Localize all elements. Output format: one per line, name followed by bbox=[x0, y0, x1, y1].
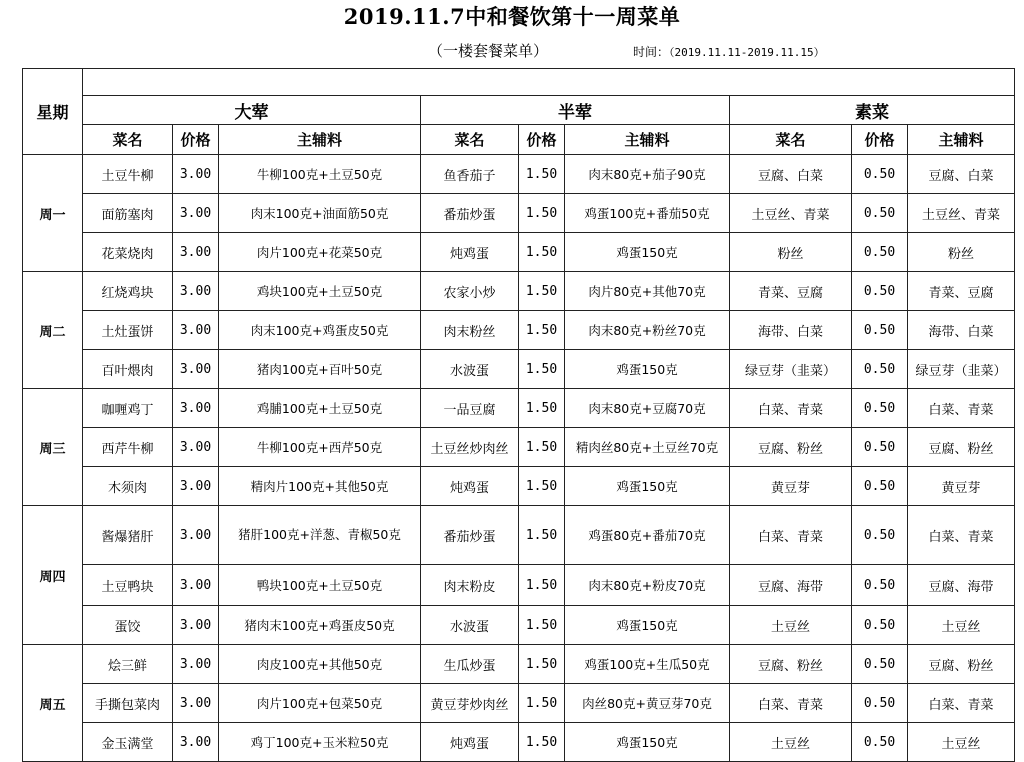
table-row bbox=[23, 389, 1015, 428]
column-header: 主辅料 bbox=[219, 125, 421, 155]
dish-name: 酱爆猪肝 bbox=[83, 506, 173, 565]
dish-name: 白菜、青菜 bbox=[730, 389, 852, 428]
dish-price: 0.50 bbox=[852, 565, 908, 606]
dish-name: 青菜、豆腐 bbox=[730, 272, 852, 311]
dish-name: 蛋饺 bbox=[83, 606, 173, 645]
dish-price: 3.00 bbox=[173, 311, 219, 350]
dish-name: 西芹牛柳 bbox=[83, 428, 173, 467]
table-row bbox=[23, 645, 1015, 684]
table-row bbox=[23, 272, 1015, 311]
dish-price: 1.50 bbox=[519, 389, 565, 428]
dish-ingredients: 白菜、青菜 bbox=[908, 506, 1015, 565]
dish-name: 土豆丝、青菜 bbox=[730, 194, 852, 233]
dish-name: 红烧鸡块 bbox=[83, 272, 173, 311]
dish-ingredients: 土豆丝、青菜 bbox=[908, 194, 1015, 233]
dish-name: 木须肉 bbox=[83, 467, 173, 506]
dish-ingredients: 鸭块100克+土豆50克 bbox=[219, 565, 421, 606]
dish-ingredients: 肉末80克+茄子90克 bbox=[565, 155, 730, 194]
dish-name: 水波蛋 bbox=[421, 350, 519, 389]
dish-name: 金玉满堂 bbox=[83, 723, 173, 762]
column-header: 菜名 bbox=[730, 125, 852, 155]
dish-ingredients: 鸡脯100克+土豆50克 bbox=[219, 389, 421, 428]
dish-price: 1.50 bbox=[519, 684, 565, 723]
dish-ingredients: 土豆丝 bbox=[908, 723, 1015, 762]
table-row bbox=[23, 606, 1015, 645]
dish-price: 0.50 bbox=[852, 389, 908, 428]
weekday-label: 周三 bbox=[23, 389, 83, 506]
dish-name: 豆腐、白菜 bbox=[730, 155, 852, 194]
dish-price: 1.50 bbox=[519, 350, 565, 389]
date-label: 时间： bbox=[633, 45, 670, 59]
dish-ingredients: 牛柳100克+西芹50克 bbox=[219, 428, 421, 467]
dish-name: 白菜、青菜 bbox=[730, 506, 852, 565]
dish-name: 土豆鸭块 bbox=[83, 565, 173, 606]
dish-name: 炖鸡蛋 bbox=[421, 467, 519, 506]
dish-ingredients: 粉丝 bbox=[908, 233, 1015, 272]
dish-ingredients: 豆腐、海带 bbox=[908, 565, 1015, 606]
dish-price: 1.50 bbox=[519, 565, 565, 606]
table-row bbox=[23, 565, 1015, 606]
table-row bbox=[23, 684, 1015, 723]
dish-price: 1.50 bbox=[519, 467, 565, 506]
dish-ingredients: 肉末80克+豆腐70克 bbox=[565, 389, 730, 428]
column-header: 菜名 bbox=[421, 125, 519, 155]
dish-name: 土豆丝炒肉丝 bbox=[421, 428, 519, 467]
dish-price: 3.00 bbox=[173, 194, 219, 233]
dish-price: 0.50 bbox=[852, 233, 908, 272]
dish-name: 土豆丝 bbox=[730, 723, 852, 762]
table-row bbox=[23, 428, 1015, 467]
dish-price: 0.50 bbox=[852, 155, 908, 194]
dish-price: 0.50 bbox=[852, 272, 908, 311]
dish-name: 豆腐、粉丝 bbox=[730, 645, 852, 684]
dish-ingredients: 肉末80克+粉丝70克 bbox=[565, 311, 730, 350]
dish-price: 1.50 bbox=[519, 272, 565, 311]
dish-ingredients: 肉末80克+粉皮70克 bbox=[565, 565, 730, 606]
table-row bbox=[23, 506, 1015, 565]
dish-price: 3.00 bbox=[173, 272, 219, 311]
dish-ingredients: 豆腐、粉丝 bbox=[908, 645, 1015, 684]
dish-price: 1.50 bbox=[519, 723, 565, 762]
dish-price: 0.50 bbox=[852, 606, 908, 645]
dish-price: 3.00 bbox=[173, 645, 219, 684]
dish-price: 3.00 bbox=[173, 606, 219, 645]
dish-ingredients: 豆腐、白菜 bbox=[908, 155, 1015, 194]
dish-ingredients: 猪肉100克+百叶50克 bbox=[219, 350, 421, 389]
blank-header-cell bbox=[83, 69, 1015, 96]
dish-name: 海带、白菜 bbox=[730, 311, 852, 350]
dish-price: 0.50 bbox=[852, 428, 908, 467]
dish-name: 花菜烧肉 bbox=[83, 233, 173, 272]
dish-ingredients: 肉丝80克+黄豆芽70克 bbox=[565, 684, 730, 723]
table-row bbox=[23, 467, 1015, 506]
dish-name: 鱼香茄子 bbox=[421, 155, 519, 194]
dish-ingredients: 鸡蛋150克 bbox=[565, 350, 730, 389]
table-row bbox=[23, 350, 1015, 389]
dish-price: 3.00 bbox=[173, 233, 219, 272]
dish-name: 一品豆腐 bbox=[421, 389, 519, 428]
dish-price: 1.50 bbox=[519, 155, 565, 194]
dish-ingredients: 白菜、青菜 bbox=[908, 389, 1015, 428]
dish-price: 0.50 bbox=[852, 350, 908, 389]
dish-name: 粉丝 bbox=[730, 233, 852, 272]
dish-ingredients: 青菜、豆腐 bbox=[908, 272, 1015, 311]
column-header: 主辅料 bbox=[908, 125, 1015, 155]
dish-price: 1.50 bbox=[519, 645, 565, 684]
dish-name: 炖鸡蛋 bbox=[421, 723, 519, 762]
dish-price: 1.50 bbox=[519, 506, 565, 565]
dish-ingredients: 黄豆芽 bbox=[908, 467, 1015, 506]
dish-ingredients: 鸡蛋150克 bbox=[565, 467, 730, 506]
dish-name: 手撕包菜肉 bbox=[83, 684, 173, 723]
dish-ingredients: 鸡蛋150克 bbox=[565, 233, 730, 272]
weekday-label: 周二 bbox=[23, 272, 83, 389]
dish-name: 豆腐、粉丝 bbox=[730, 428, 852, 467]
dish-price: 1.50 bbox=[519, 428, 565, 467]
dish-ingredients: 鸡蛋100克+生瓜50克 bbox=[565, 645, 730, 684]
dish-ingredients: 鸡丁100克+玉米粒50克 bbox=[219, 723, 421, 762]
group-header-meat: 大荤 bbox=[83, 96, 421, 125]
dish-name: 土豆丝 bbox=[730, 606, 852, 645]
dish-ingredients: 白菜、青菜 bbox=[908, 684, 1015, 723]
dish-price: 3.00 bbox=[173, 467, 219, 506]
dish-price: 3.00 bbox=[173, 389, 219, 428]
dish-name: 绿豆芽（韭菜） bbox=[730, 350, 852, 389]
dish-price: 0.50 bbox=[852, 311, 908, 350]
dish-price: 0.50 bbox=[852, 467, 908, 506]
dish-name: 黄豆芽 bbox=[730, 467, 852, 506]
table-row bbox=[23, 194, 1015, 233]
dish-name: 豆腐、海带 bbox=[730, 565, 852, 606]
column-header: 价格 bbox=[173, 125, 219, 155]
table-row bbox=[23, 723, 1015, 762]
dish-name: 面筋塞肉 bbox=[83, 194, 173, 233]
page-title: 2019.11.7中和餐饮第十一周菜单 bbox=[343, 4, 681, 29]
dish-price: 3.00 bbox=[173, 506, 219, 565]
group-header-row bbox=[23, 96, 1015, 125]
weekday-header: 星期 bbox=[23, 69, 83, 155]
group-header-vegetable: 素菜 bbox=[730, 96, 1015, 125]
dish-ingredients: 鸡蛋80克+番茄70克 bbox=[565, 506, 730, 565]
dish-price: 0.50 bbox=[852, 723, 908, 762]
dish-ingredients: 肉末100克+油面筋50克 bbox=[219, 194, 421, 233]
dish-ingredients: 肉皮100克+其他50克 bbox=[219, 645, 421, 684]
dish-name: 土豆牛柳 bbox=[83, 155, 173, 194]
dish-ingredients: 鸡块100克+土豆50克 bbox=[219, 272, 421, 311]
dish-ingredients: 海带、白菜 bbox=[908, 311, 1015, 350]
column-header-row bbox=[23, 125, 1015, 155]
dish-price: 0.50 bbox=[852, 684, 908, 723]
dish-name: 肉末粉丝 bbox=[421, 311, 519, 350]
dish-ingredients: 绿豆芽（韭菜） bbox=[908, 350, 1015, 389]
menu-subtitle: （一楼套餐菜单） bbox=[428, 42, 549, 60]
dish-ingredients: 土豆丝 bbox=[908, 606, 1015, 645]
dish-price: 0.50 bbox=[852, 194, 908, 233]
dish-name: 水波蛋 bbox=[421, 606, 519, 645]
dish-price: 1.50 bbox=[519, 606, 565, 645]
dish-ingredients: 豆腐、粉丝 bbox=[908, 428, 1015, 467]
dish-name: 黄豆芽炒肉丝 bbox=[421, 684, 519, 723]
menu-table bbox=[22, 68, 1015, 762]
dish-price: 3.00 bbox=[173, 684, 219, 723]
dish-ingredients: 鸡蛋150克 bbox=[565, 723, 730, 762]
dish-price: 3.00 bbox=[173, 155, 219, 194]
dish-name: 炖鸡蛋 bbox=[421, 233, 519, 272]
dish-ingredients: 肉片80克+其他70克 bbox=[565, 272, 730, 311]
dish-ingredients: 猪肉末100克+鸡蛋皮50克 bbox=[219, 606, 421, 645]
dish-name: 番茄炒蛋 bbox=[421, 194, 519, 233]
dish-name: 烩三鲜 bbox=[83, 645, 173, 684]
dish-ingredients: 精肉片100克+其他50克 bbox=[219, 467, 421, 506]
dish-name: 百叶煨肉 bbox=[83, 350, 173, 389]
table-row bbox=[23, 155, 1015, 194]
dish-price: 3.00 bbox=[173, 723, 219, 762]
column-header: 价格 bbox=[852, 125, 908, 155]
group-header-half-meat: 半荤 bbox=[421, 96, 730, 125]
date-value: （2019.11.11-2019.11.15） bbox=[669, 46, 825, 59]
dish-price: 3.00 bbox=[173, 350, 219, 389]
dish-price: 3.00 bbox=[173, 428, 219, 467]
dish-price: 0.50 bbox=[852, 645, 908, 684]
table-row bbox=[23, 233, 1015, 272]
weekday-label: 周一 bbox=[23, 155, 83, 272]
dish-name: 肉末粉皮 bbox=[421, 565, 519, 606]
dish-name: 番茄炒蛋 bbox=[421, 506, 519, 565]
column-header: 价格 bbox=[519, 125, 565, 155]
column-header: 菜名 bbox=[83, 125, 173, 155]
dish-price: 3.00 bbox=[173, 565, 219, 606]
dish-name: 农家小炒 bbox=[421, 272, 519, 311]
dish-ingredients: 肉片100克+花菜50克 bbox=[219, 233, 421, 272]
dish-ingredients: 肉末100克+鸡蛋皮50克 bbox=[219, 311, 421, 350]
dish-ingredients: 牛柳100克+土豆50克 bbox=[219, 155, 421, 194]
table-row bbox=[23, 311, 1015, 350]
dish-ingredients: 精肉丝80克+土豆丝70克 bbox=[565, 428, 730, 467]
weekday-label: 周四 bbox=[23, 506, 83, 645]
dish-name: 咖喱鸡丁 bbox=[83, 389, 173, 428]
dish-price: 1.50 bbox=[519, 194, 565, 233]
dish-ingredients: 鸡蛋100克+番茄50克 bbox=[565, 194, 730, 233]
weekday-label: 周五 bbox=[23, 645, 83, 762]
dish-price: 1.50 bbox=[519, 311, 565, 350]
dish-price: 1.50 bbox=[519, 233, 565, 272]
dish-ingredients: 猪肝100克+洋葱、青椒50克 bbox=[219, 506, 421, 565]
dish-name: 白菜、青菜 bbox=[730, 684, 852, 723]
blank-header-row bbox=[23, 69, 1015, 96]
dish-price: 0.50 bbox=[852, 506, 908, 565]
column-header: 主辅料 bbox=[565, 125, 730, 155]
dish-name: 土灶蛋饼 bbox=[83, 311, 173, 350]
dish-ingredients: 鸡蛋150克 bbox=[565, 606, 730, 645]
dish-ingredients: 肉片100克+包菜50克 bbox=[219, 684, 421, 723]
dish-name: 生瓜炒蛋 bbox=[421, 645, 519, 684]
date-range bbox=[633, 42, 825, 63]
